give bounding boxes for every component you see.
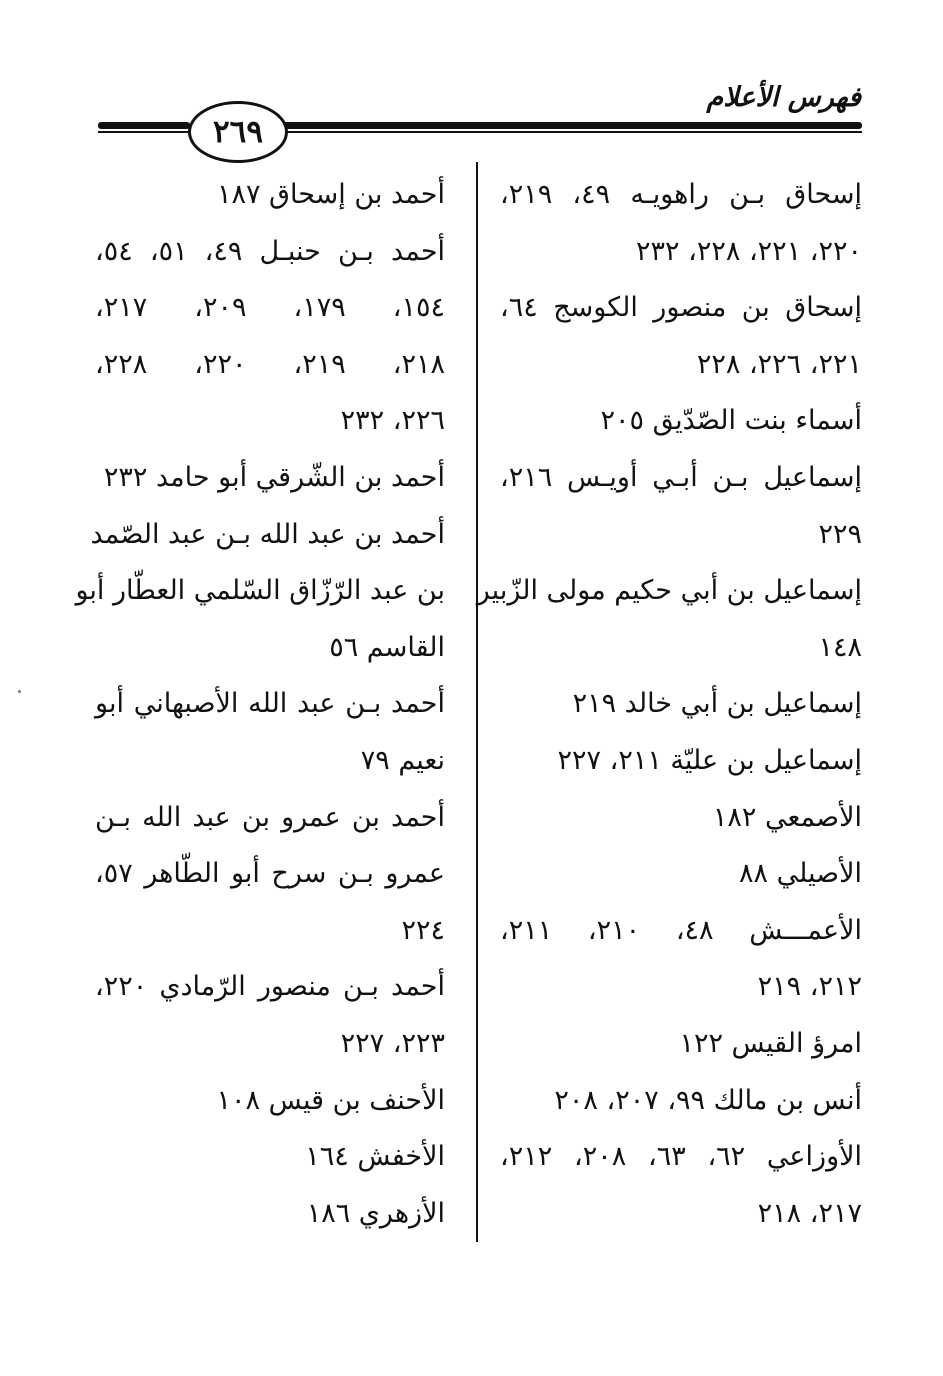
index-entry-line: ١٤٨ — [818, 631, 862, 663]
index-entry-line: أحمد بن إسحاق ١٨٧ — [216, 179, 445, 210]
index-entry-line: الأزهري ١٨٦ — [306, 1197, 445, 1229]
index-entry-line: الأوزاعي ٦٢، ٦٣، ٢٠٨، ٢١٢، — [500, 1141, 863, 1173]
page-number: ٢٦٩ — [188, 101, 288, 163]
column-divider — [476, 162, 478, 1242]
index-entry-line: أحمد بن عمرو بن عبد الله بـن — [95, 801, 445, 833]
index-entry-line: ٢٢٦، ٢٣٢ — [340, 405, 445, 437]
index-entry-line: أحمد بـن عبد الله الأصبهاني أبو — [95, 688, 445, 720]
index-entry-line: إسماعيل بن عليّة ٢١١، ٢٢٧ — [557, 744, 862, 776]
index-entry-line: أحمد بن الشّرقي أبو حامد ٢٣٢ — [103, 461, 445, 493]
index-entry-line: الأصمعي ١٨٢ — [712, 801, 862, 833]
index-entry-line: ٢١٨، ٢١٩، ٢٢٠، ٢٢٨، — [95, 348, 446, 380]
index-entry-line: نعيم ٧٩ — [360, 744, 445, 776]
index-entry-line: القاسم ٥٦ — [329, 631, 445, 663]
running-header-title: فهرس الأعلام — [706, 82, 861, 113]
index-entry-line: امرؤ القيس ١٢٢ — [679, 1027, 862, 1059]
index-entry-line: أحمد بـن منصور الرّمادي ٢٢٠، — [95, 971, 445, 1003]
index-entry-line: عمرو بـن سرح أبو الطّاهر ٥٧، — [95, 858, 445, 890]
index-entry-line: ١٥٤، ١٧٩، ٢٠٩، ٢١٧، — [95, 292, 446, 324]
header-rule-right — [280, 122, 862, 129]
index-column-left — [75, 167, 446, 1242]
index-entry-line: بن عبد الرّزّاق السّلمي العطّار أبو — [75, 575, 445, 607]
index-entry-line: إسماعيل بن أبي خالد ٢١٩ — [572, 688, 862, 720]
index-entry-line: ٢٢١، ٢٢٦، ٢٢٨ — [696, 348, 862, 380]
index-entry-line: ٢١٧، ٢١٨ — [757, 1197, 862, 1229]
index-entry-line: أسماء بنت الصّدّيق ٢٠٥ — [600, 405, 862, 437]
index-entry-line: ٢٢٩ — [818, 518, 862, 550]
index-column-right — [476, 167, 863, 1242]
index-entry-line: إسماعيل بن أبي حكيم مولى الزّبير — [476, 575, 862, 607]
index-entry-line: الأخفش ١٦٤ — [305, 1141, 445, 1173]
index-entry-line: الأحنف بن قيس ١٠٨ — [216, 1084, 445, 1116]
index-entry-line: ٢٢٠، ٢٢١، ٢٢٨، ٢٣٢ — [636, 235, 862, 267]
index-entry-line: إسحاق بـن راهويـه ٤٩، ٢١٩، — [500, 179, 862, 210]
index-entry-line: ٢١٢، ٢١٩ — [757, 971, 862, 1003]
header-rule-left — [98, 122, 190, 129]
index-entry-line: الأصيلي ٨٨ — [738, 858, 862, 890]
index-entry-line: أحمد بـن حنبـل ٤٩، ٥١، ٥٤، — [95, 235, 446, 267]
index-entry-line: أحمد بن عبد الله بـن عبد الصّمد — [90, 518, 445, 550]
index-entry-line: ٢٢٣، ٢٢٧ — [340, 1027, 445, 1059]
index-entry-line: إسحاق بن منصور الكوسج ٦٤، — [500, 292, 862, 324]
index-entry-line: إسماعيل بـن أبـي أويـس ٢١٦، — [500, 461, 862, 493]
index-entry-line: الأعمـــش ٤٨، ٢١٠، ٢١١، — [500, 914, 862, 946]
scan-speck — [18, 690, 21, 693]
index-entry-line: ٢٢٤ — [401, 914, 445, 946]
index-entry-line: أنس بن مالك ٩٩، ٢٠٧، ٢٠٨ — [554, 1084, 862, 1116]
header-rule-left-thin — [98, 131, 190, 133]
header-rule-right-thin — [280, 131, 862, 133]
